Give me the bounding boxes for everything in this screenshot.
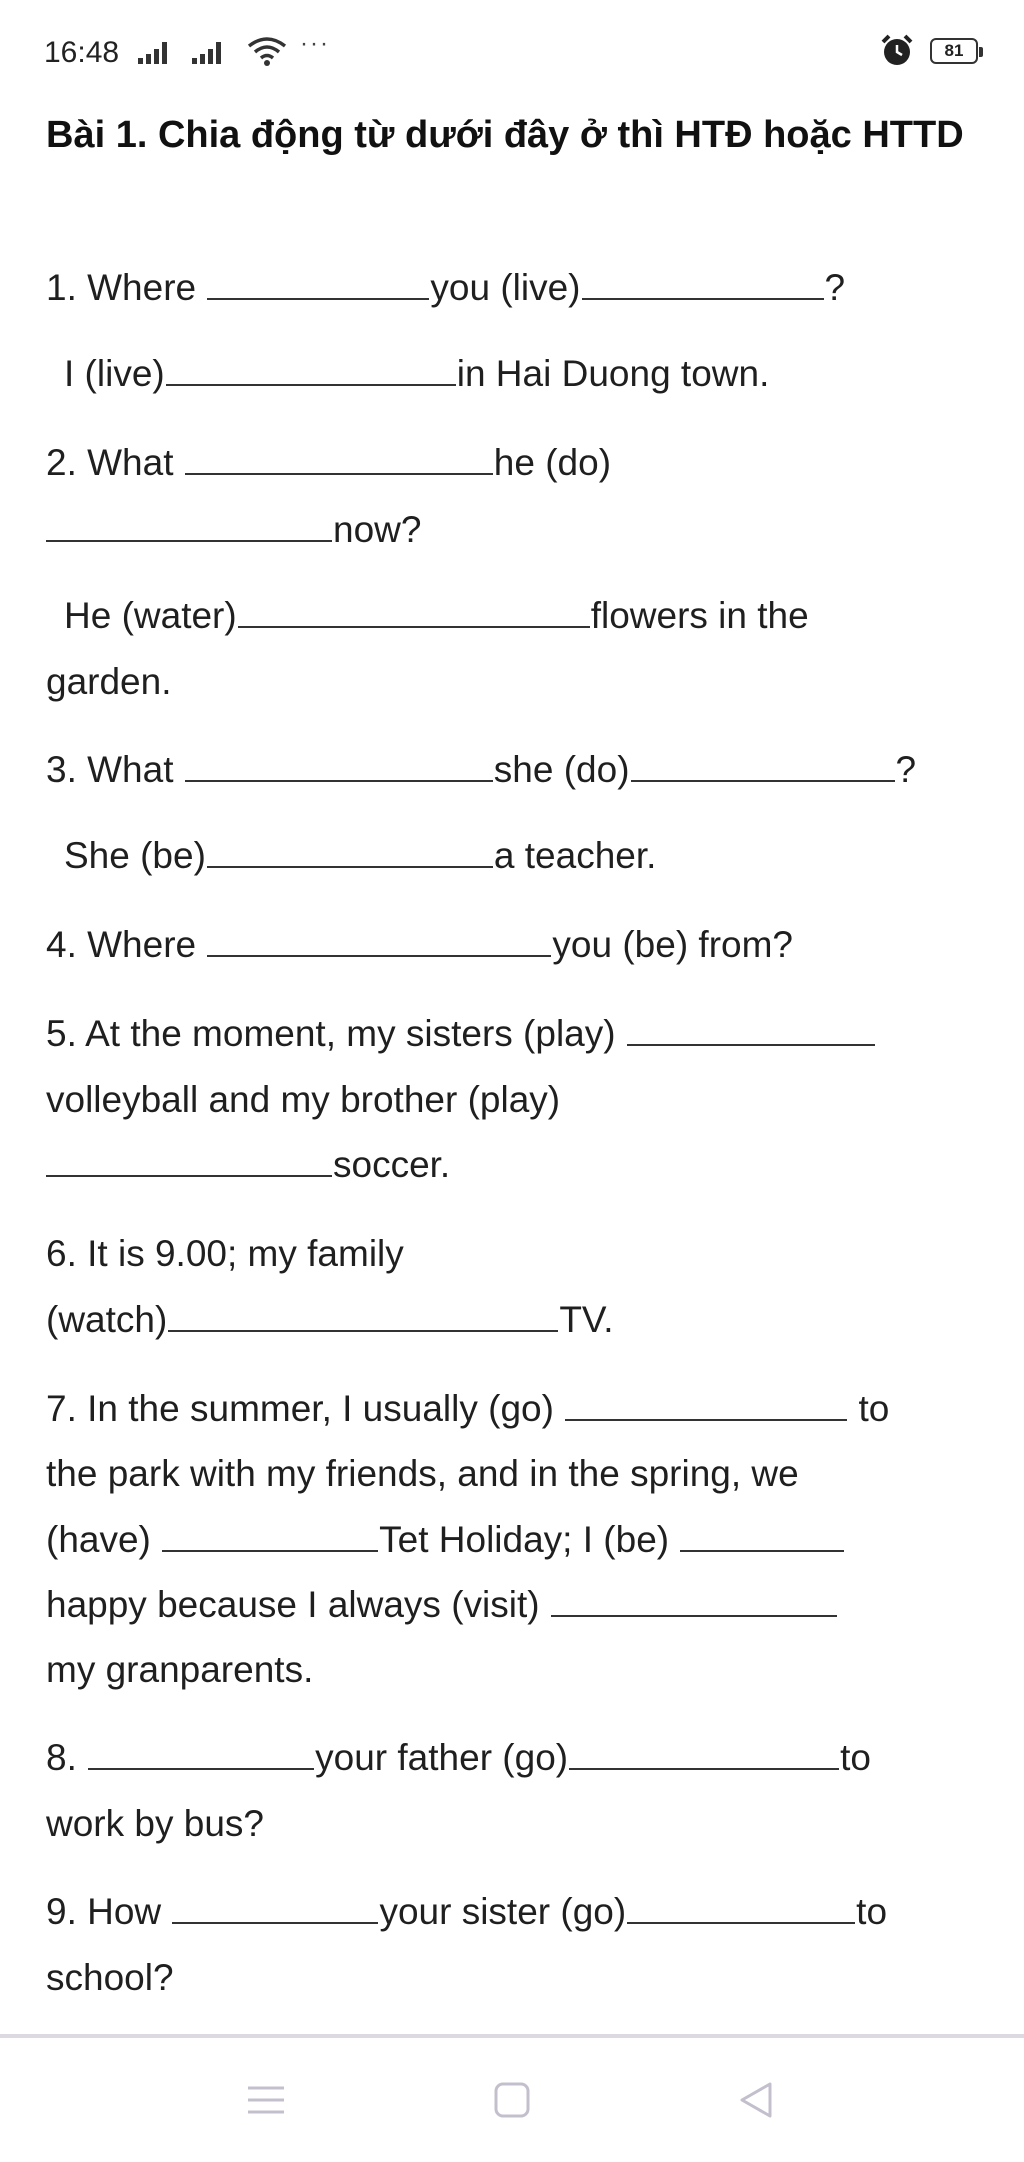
question-5-cont: volleyball and my brother (play) [46, 1079, 561, 1120]
answer-2-cont: garden. [46, 661, 172, 702]
answer-blank[interactable] [565, 1389, 847, 1421]
answer-blank[interactable] [185, 443, 493, 475]
question-7: 7. In the summer, I usually (go) to [46, 1388, 890, 1429]
answer-blank[interactable] [551, 1585, 837, 1617]
back-icon[interactable] [726, 2078, 786, 2122]
question-5: 5. At the moment, my sisters (play) [46, 1012, 876, 1056]
signal-icon [192, 42, 232, 64]
home-icon[interactable] [482, 2078, 542, 2122]
answer-blank[interactable] [627, 1892, 855, 1924]
wifi-icon [246, 34, 288, 68]
answer-blank[interactable] [46, 510, 332, 542]
alarm-icon [880, 34, 914, 68]
answer-blank[interactable] [582, 268, 824, 300]
answer-2: He (water) flowers in the [64, 595, 809, 636]
question-6-cont: (watch) TV. [46, 1299, 614, 1340]
answer-blank[interactable] [172, 1892, 378, 1924]
more-indicator: ··· [300, 30, 330, 57]
answer-blank[interactable] [238, 596, 590, 628]
answer-blank[interactable] [627, 1014, 875, 1046]
question-7-cont: the park with my friends, and in the spring, we [46, 1453, 799, 1494]
battery-icon: 81 [930, 38, 978, 64]
question-3: 3. What she (do) ? [46, 749, 917, 790]
question-6: 6. It is 9.00; my family [46, 1233, 404, 1274]
answer-blank[interactable] [168, 1300, 558, 1332]
exercise-title: Bài 1. Chia động từ dưới đây ở thì HTĐ hoặc HTTD [46, 114, 964, 156]
answer-blank[interactable] [185, 750, 493, 782]
question-7-cont: (have) Tet Holiday; I (be) [46, 1518, 845, 1562]
status-time: 16:48 [44, 36, 120, 69]
answer-blank[interactable] [207, 268, 429, 300]
answer-blank[interactable] [631, 750, 895, 782]
answer-blank[interactable] [166, 354, 456, 386]
answer-blank[interactable] [680, 1520, 844, 1552]
answer-blank[interactable] [88, 1738, 314, 1770]
question-8: 8. your father (go) to [46, 1737, 871, 1778]
question-2: 2. What he (do) [46, 442, 612, 483]
question-4: 4. Where you (be) from? [46, 924, 793, 965]
answer-blank[interactable] [207, 836, 493, 868]
menu-icon[interactable] [236, 2078, 296, 2122]
question-5-cont: soccer. [46, 1143, 450, 1187]
question-9: 9. How your sister (go) to [46, 1891, 888, 1932]
status-bar [0, 0, 1024, 100]
answer-blank[interactable] [207, 925, 551, 957]
answer-blank[interactable] [46, 1145, 332, 1177]
answer-blank[interactable] [162, 1520, 378, 1552]
answer-1: I (live) in Hai Duong town. [64, 353, 770, 394]
answer-blank[interactable] [569, 1738, 839, 1770]
question-7-cont: happy because I always (visit) [46, 1583, 838, 1627]
question-1: 1. Where you (live) ? [46, 267, 846, 308]
question-7-cont: my granparents. [46, 1649, 314, 1690]
answer-3: She (be) a teacher. [64, 835, 657, 876]
signal-icon [138, 42, 178, 64]
question-2-cont: now? [46, 508, 421, 552]
navigation-bar [0, 2038, 1024, 2162]
question-8-cont: work by bus? [46, 1803, 264, 1844]
question-9-cont: school? [46, 1957, 174, 1998]
